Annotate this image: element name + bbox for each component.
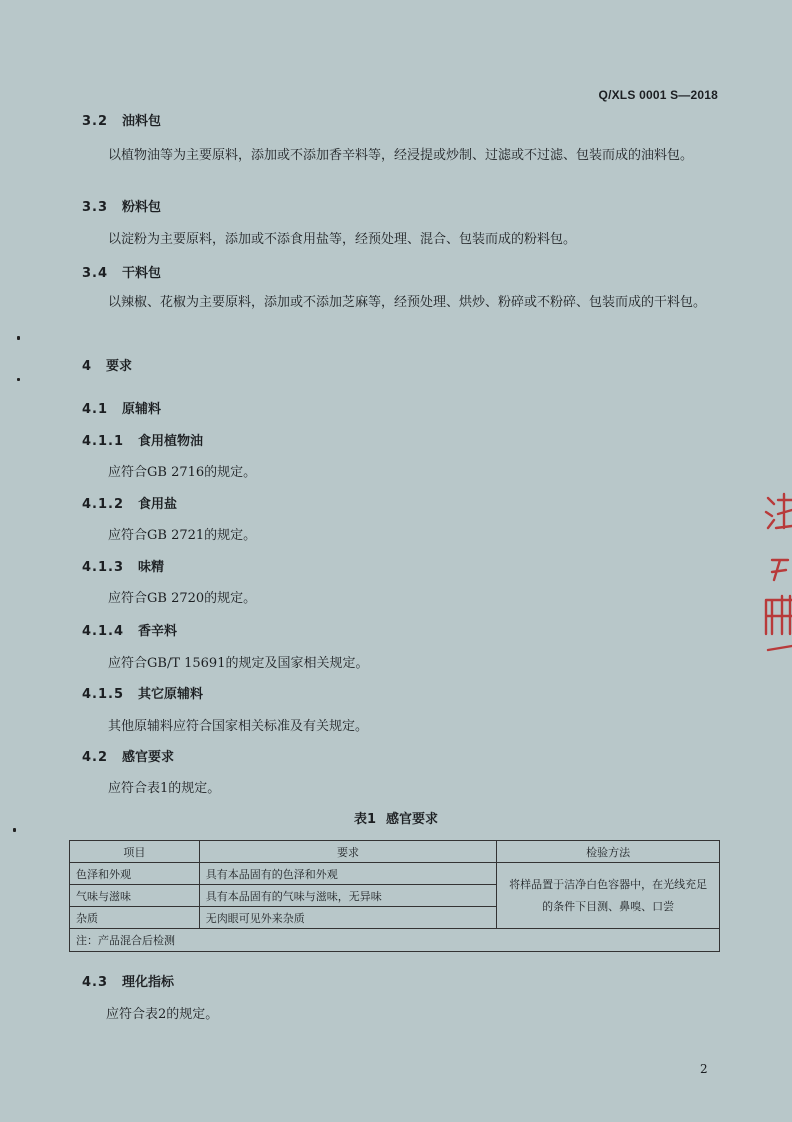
- section-title: 味精: [138, 560, 165, 575]
- section-number: 4.1.2: [82, 497, 125, 512]
- table-caption-title: 感官要求: [386, 812, 439, 827]
- section-number: 3.4: [82, 266, 109, 281]
- section-heading: [82, 430, 203, 449]
- section-number: 4.3: [82, 975, 109, 990]
- section-heading: [82, 355, 132, 374]
- section-heading: [82, 493, 177, 512]
- section-heading: [82, 196, 161, 215]
- section-heading: [82, 971, 174, 990]
- section-number: 4.1: [82, 402, 109, 417]
- section-title: 粉料包: [122, 200, 162, 215]
- section-title: 香辛料: [138, 624, 178, 639]
- table-row: [70, 863, 720, 885]
- table-caption-number: 表1: [353, 812, 377, 827]
- section-title: 其它原辅料: [138, 687, 204, 702]
- section-title: 理化指标: [122, 975, 175, 990]
- section-number: 3.2: [82, 114, 109, 129]
- standard-code: Q/XLS 0001 S—2018: [598, 88, 718, 102]
- table-cell-requirement: 具有本品固有的色泽和外观: [199, 863, 497, 885]
- section-heading: [82, 683, 203, 702]
- section-number: 4: [82, 359, 93, 374]
- section-title: 干料包: [122, 266, 162, 281]
- table-caption: [0, 808, 792, 827]
- section-number: 4.1.1: [82, 434, 125, 449]
- section-heading: [82, 398, 161, 417]
- table-cell-item: 气味与滋味: [70, 885, 200, 907]
- section-title: 感官要求: [122, 750, 175, 765]
- section-number: 4.1.5: [82, 687, 125, 702]
- scan-speck: [13, 828, 16, 832]
- section-number: 3.3: [82, 200, 109, 215]
- section-title: 食用盐: [138, 497, 178, 512]
- scan-speck: [17, 378, 20, 381]
- section-heading: [82, 746, 174, 765]
- section-paragraph: 以淀粉为主要原料，添加或不添食用盐等，经预处理、混合、包装而成的粉料包。: [108, 232, 577, 247]
- seal-stamp-graphic: [762, 488, 792, 663]
- section-paragraph: 应符合GB 2721的规定。: [108, 528, 257, 543]
- section-paragraph: 应符合表1的规定。: [108, 781, 221, 796]
- section-title: 食用植物油: [138, 434, 204, 449]
- scan-speck: [17, 336, 20, 340]
- page-number: 2: [700, 1062, 708, 1076]
- table-cell-requirement: 无肉眼可见外来杂质: [199, 907, 497, 929]
- table-cell-item: 色泽和外观: [70, 863, 200, 885]
- section-title: 要求: [106, 359, 133, 374]
- section-heading: [82, 110, 161, 129]
- section-title: 油料包: [122, 114, 162, 129]
- table-cell-method: 将样品置于洁净白色容器中，在光线充足的条件下目测、鼻嗅、口尝: [497, 863, 720, 929]
- section-paragraph: 应符合GB 2716的规定。: [108, 465, 257, 480]
- section-heading: [82, 556, 164, 575]
- table-header-cell: 要求: [199, 841, 497, 863]
- sensory-requirements-table: [69, 840, 720, 952]
- table-header-row: [70, 841, 720, 863]
- section-title: 原辅料: [122, 402, 162, 417]
- section-heading: [82, 262, 161, 281]
- table-header-cell: 项目: [70, 841, 200, 863]
- table-cell-item: 杂质: [70, 907, 200, 929]
- table-cell-requirement: 具有本品固有的气味与滋味，无异味: [199, 885, 497, 907]
- table-note: 注：产品混合后检测: [70, 929, 720, 952]
- section-paragraph: 其他原辅料应符合国家相关标准及有关规定。: [108, 719, 369, 734]
- section-heading: [82, 620, 177, 639]
- section-paragraph: 应符合GB 2720的规定。: [108, 591, 257, 606]
- table-note-row: [70, 929, 720, 952]
- section-paragraph: 以辣椒、花椒为主要原料，添加或不添加芝麻等，经预处理、烘炒、粉碎或不粉碎、包装而成的干料包。: [108, 295, 707, 310]
- section-paragraph: 应符合GB/T 15691的规定及国家相关规定。: [108, 656, 369, 671]
- section-paragraph: 以植物油等为主要原料，添加或不添加香辛料等，经浸提或炒制、过滤或不过滤、包装而成的油料包。: [108, 148, 694, 163]
- section-number: 4.2: [82, 750, 109, 765]
- section-number: 4.1.4: [82, 624, 125, 639]
- table-header-cell: 检验方法: [497, 841, 720, 863]
- section-number: 4.1.3: [82, 560, 125, 575]
- seal-stamp: [762, 488, 792, 663]
- section-paragraph: 应符合表2的规定。: [106, 1007, 219, 1022]
